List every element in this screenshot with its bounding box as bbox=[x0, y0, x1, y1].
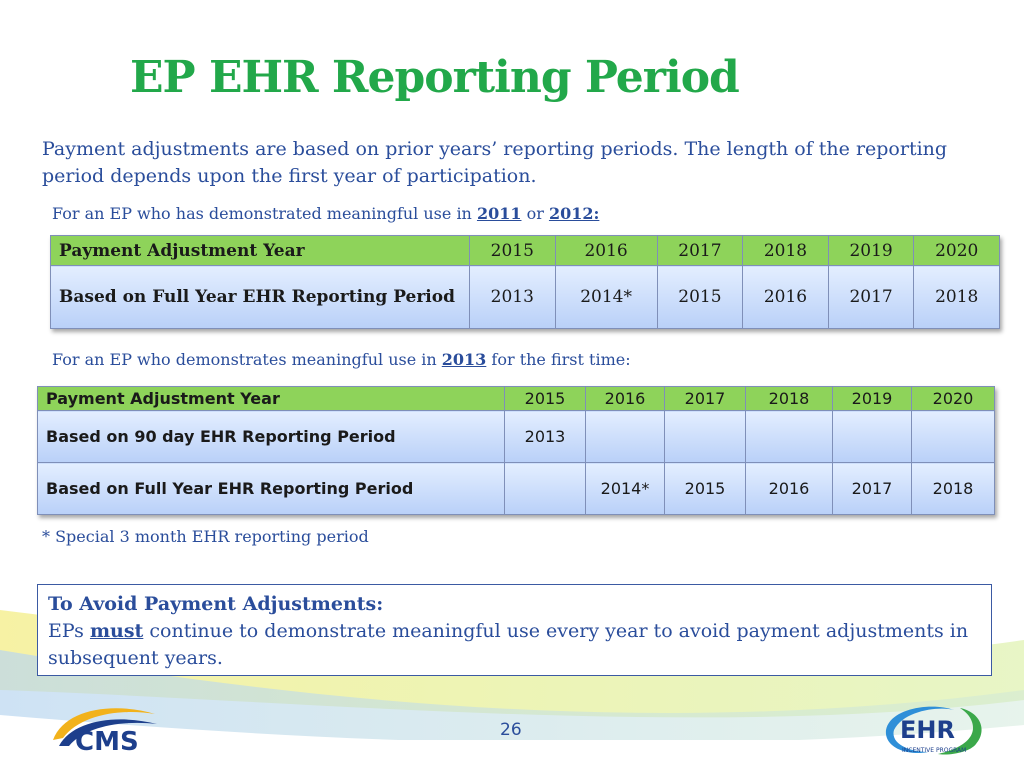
year-cell: 2017 bbox=[665, 387, 746, 411]
header-label: Payment Adjustment Year bbox=[38, 387, 505, 411]
value-cell bbox=[833, 411, 912, 463]
value-cell: 2017 bbox=[833, 463, 912, 515]
callout-emphasis: must bbox=[89, 620, 144, 642]
table-header-row bbox=[51, 236, 1000, 266]
callout-box bbox=[37, 584, 992, 676]
row-label: Based on Full Year EHR Reporting Period bbox=[51, 266, 470, 329]
value-cell: 2014* bbox=[586, 463, 665, 515]
year-cell: 2017 bbox=[657, 236, 743, 266]
value-cell: 2018 bbox=[914, 266, 1000, 329]
year-cell: 2018 bbox=[746, 387, 833, 411]
cms-logo bbox=[45, 700, 175, 760]
value-cell: 2015 bbox=[665, 463, 746, 515]
year-cell: 2015 bbox=[470, 236, 556, 266]
year-2012: 2012 bbox=[548, 204, 594, 223]
header-label: Payment Adjustment Year bbox=[51, 236, 470, 266]
page-title: EP EHR Reporting Period bbox=[130, 52, 739, 103]
value-cell: 2013 bbox=[470, 266, 556, 329]
value-cell: 2016 bbox=[746, 463, 833, 515]
callout-heading: To Avoid Payment Adjustments: bbox=[48, 593, 384, 615]
value-cell bbox=[912, 411, 995, 463]
value-cell: 2016 bbox=[743, 266, 829, 329]
value-cell bbox=[746, 411, 833, 463]
intro-text: Payment adjustments are based on prior years’ reporting periods. The length of the reporting period depends upon the first year of participation. bbox=[42, 138, 948, 187]
value-cell bbox=[665, 411, 746, 463]
footnote: * Special 3 month EHR reporting period bbox=[42, 527, 369, 546]
value-cell bbox=[586, 411, 665, 463]
value-cell bbox=[505, 463, 586, 515]
year-cell: 2019 bbox=[833, 387, 912, 411]
year-cell: 2016 bbox=[586, 387, 665, 411]
ehr-incentive-logo bbox=[880, 700, 990, 760]
year-cell: 2018 bbox=[743, 236, 829, 266]
value-cell: 2015 bbox=[657, 266, 743, 329]
value-cell: 2013 bbox=[505, 411, 586, 463]
year-2013: 2013 bbox=[441, 350, 487, 369]
row-label: Based on Full Year EHR Reporting Period bbox=[38, 463, 505, 515]
table-row bbox=[51, 266, 1000, 329]
value-cell: 2018 bbox=[912, 463, 995, 515]
year-cell: 2020 bbox=[912, 387, 995, 411]
value-cell: 2014* bbox=[555, 266, 657, 329]
table-full-year bbox=[50, 235, 1000, 329]
table-header-row bbox=[38, 387, 995, 411]
year-2011: 2011 bbox=[476, 204, 522, 223]
section1-caption: For an EP who has demonstrated meaningful use in 2011 or 2012: bbox=[52, 204, 600, 223]
year-cell: 2019 bbox=[828, 236, 914, 266]
svg-text:EHR: EHR bbox=[900, 716, 955, 744]
year-cell: 2020 bbox=[914, 236, 1000, 266]
year-cell: 2016 bbox=[555, 236, 657, 266]
value-cell: 2017 bbox=[828, 266, 914, 329]
section2-caption: For an EP who demonstrates meaningful use in 2013 for the first time: bbox=[52, 350, 631, 369]
svg-text:CMS: CMS bbox=[75, 727, 139, 757]
table-first-time-2013 bbox=[37, 386, 995, 515]
year-cell: 2015 bbox=[505, 387, 586, 411]
row-label: Based on 90 day EHR Reporting Period bbox=[38, 411, 505, 463]
table-row bbox=[38, 411, 995, 463]
callout-text: EPs must continue to demonstrate meaningful use every year to avoid payment adjustments in subsequent years. bbox=[48, 620, 969, 669]
table-row bbox=[38, 463, 995, 515]
svg-text:INCENTIVE PROGRAM: INCENTIVE PROGRAM bbox=[902, 747, 967, 754]
page-number: 26 bbox=[500, 720, 522, 740]
